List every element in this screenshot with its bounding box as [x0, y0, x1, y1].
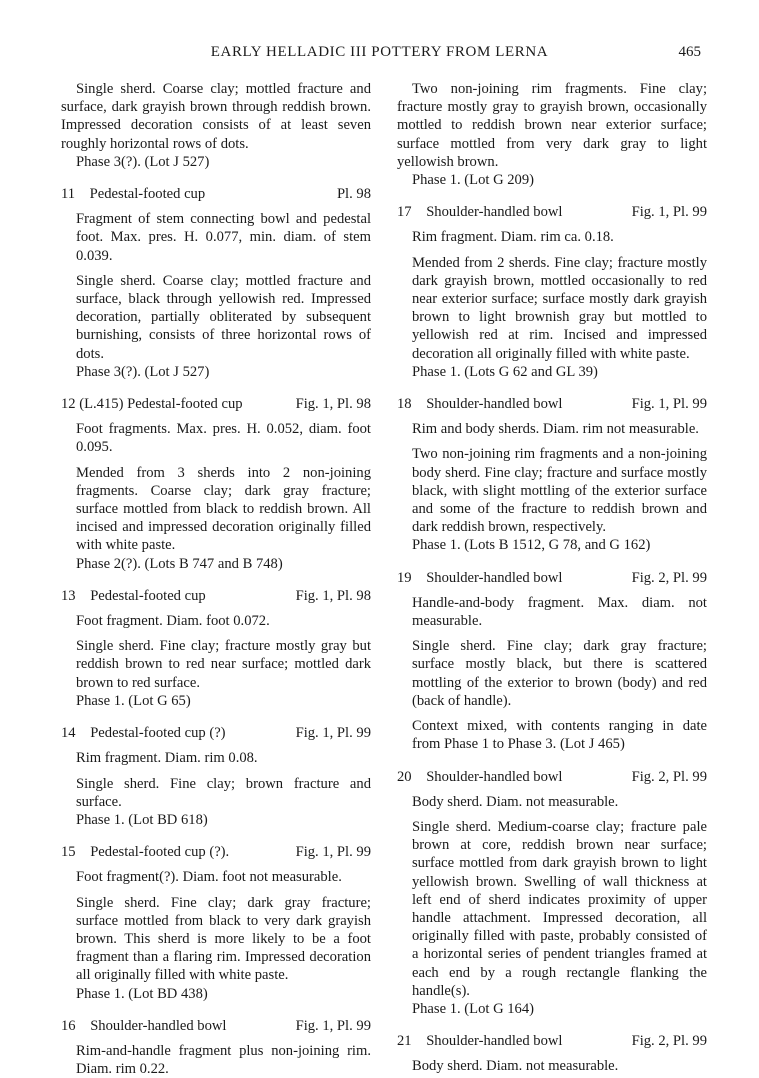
- catalog-entry: [397, 768, 707, 1019]
- entry-heading: [397, 768, 707, 786]
- entry-title: Shoulder-handled bowl: [90, 1017, 227, 1034]
- entry-phase: Phase 1. (Lot G 209): [412, 172, 535, 189]
- entry-description: Single sherd. Fine clay; fracture mostly gray but reddish brown to red near surface; mottled dark brown to red surface.: [76, 638, 371, 691]
- entry-plates: Fig. 1, Pl. 99: [631, 204, 707, 221]
- entry-number: 11: [61, 186, 76, 203]
- entry-title: Shoulder-handled bowl: [426, 768, 563, 785]
- entry-plates: Fig. 2, Pl. 99: [631, 768, 707, 785]
- catalog-entry: [61, 395, 371, 573]
- entry-plates: Fig. 1, Pl. 98: [295, 587, 371, 604]
- entry-phase: Phase 3(?). (Lot J 527): [76, 153, 210, 170]
- entry-number: 13: [61, 587, 76, 604]
- entry-measure: Foot fragments. Max. pres. H. 0.052, diam. foot 0.095.: [76, 421, 371, 456]
- entry-heading: [61, 1017, 371, 1035]
- entry-description: Two non-joining rim fragments and a non-joining body sherd. Fine clay; fracture and surface mostly black, with slight mottling of the exterior surface and some of the fracture to reddish brown and dark reddish brown, respectively.: [412, 446, 707, 536]
- entry-plates: Fig. 1, Pl. 99: [295, 1017, 371, 1034]
- entry-description: Single sherd. Fine clay; dark gray fracture; surface mottled from black to very dark grayish brown. This sherd is more likely to be a foot fragment than a flaring rim. Impressed decoration all originally filled with white paste.: [76, 894, 371, 984]
- entry-plates: Fig. 1, Pl. 99: [295, 844, 371, 861]
- entry-measure: Rim-and-handle fragment plus non-joining rim. Diam. rim 0.22.: [76, 1042, 371, 1078]
- entry-title: Pedestal-footed cup: [90, 587, 206, 604]
- entry-measure: Body sherd. Diam. not measurable.: [412, 793, 619, 810]
- entry-title: Shoulder-handled bowl: [426, 204, 563, 221]
- page-number: 465: [678, 44, 701, 60]
- entry-measure: Foot fragment. Diam. foot 0.072.: [76, 613, 270, 630]
- entry-measure: Rim fragment. Diam. rim 0.08.: [76, 750, 258, 767]
- entry-context: Context mixed, with contents ranging in date from Phase 1 to Phase 3. (Lot J 465): [412, 718, 707, 753]
- entry-title: Shoulder-handled bowl: [426, 396, 563, 413]
- entry-heading: [61, 724, 371, 742]
- entry-measure: Rim and body sherds. Diam. rim not measurable.: [412, 421, 699, 438]
- entry-heading: [61, 185, 371, 203]
- entry-title: Shoulder-handled bowl: [426, 569, 563, 586]
- entry-title: (L.415) Pedestal-footed cup: [79, 396, 243, 413]
- entry-description: Single sherd. Fine clay; dark gray fracture; surface mostly black, but there is scattered mottling of the exterior to brown (body) and red (back of handle).: [412, 638, 707, 709]
- entry-measure: Body sherd. Diam. not measurable.: [412, 1058, 619, 1075]
- entry-heading: [397, 395, 707, 413]
- entry-phase: Phase 2(?). (Lots B 747 and B 748): [76, 555, 283, 572]
- entry-heading: [61, 843, 371, 861]
- entry-number: 20: [397, 768, 412, 785]
- entry-phase: Phase 1. (Lot BD 438): [76, 985, 208, 1002]
- entry-phase: Phase 3(?). (Lot J 527): [76, 363, 210, 380]
- entry-title: Pedestal-footed cup (?).: [90, 844, 230, 861]
- entry-description: Single sherd. Coarse clay; mottled fracture and surface, black through yellowish red. Impressed decoration, partially obliterated by subsequent burnishing, consists of three horizontal rows of dots.: [76, 272, 371, 362]
- entry-description: Single sherd. Fine clay; brown fracture and surface.: [76, 775, 371, 810]
- entry-heading: [397, 569, 707, 587]
- entry-description: Two non-joining rim fragments. Fine clay; fracture mostly gray to grayish brown, occasionally mottled to reddish brown near exterior surface; surface mottled from very dark gray to light yellowish brown.: [397, 81, 707, 170]
- entry-number: 16: [61, 1017, 76, 1034]
- catalog-entry: [397, 203, 707, 381]
- catalog-entry: [61, 1017, 371, 1078]
- entry-plates: Fig. 1, Pl. 98: [295, 396, 371, 413]
- entry-phase: Phase 1. (Lot G 164): [412, 1000, 535, 1017]
- catalog-entry: [397, 569, 707, 754]
- entry-description: Mended from 2 sherds. Fine clay; fracture mostly dark grayish brown, mottled occasionally to red near exterior surface; surface mostly dark grayish brown to light brownish gray but mottled to yellowish red at rim. Incised and impressed decoration all originally filled with white paste.: [412, 254, 707, 362]
- entry-phase: Phase 1. (Lot G 65): [76, 692, 191, 709]
- entry-phase: Phase 1. (Lots G 62 and GL 39): [412, 363, 598, 380]
- entry-plates: Pl. 98: [336, 186, 371, 203]
- entry-description: Mended from 3 sherds into 2 non-joining fragments. Coarse clay; dark gray fracture; surface mottled from black to reddish brown. All incised and impressed decoration originally filled with white paste.: [76, 464, 371, 554]
- entry-heading: [397, 203, 707, 221]
- entry-measure: Rim fragment. Diam. rim ca. 0.18.: [412, 229, 614, 246]
- entry-phase: Phase 1. (Lot BD 618): [76, 811, 208, 828]
- entry-description: Single sherd. Coarse clay; mottled fracture and surface, dark grayish brown through reddish brown. Impressed decoration consists of at least seven roughly horizontal rows of dots.: [61, 81, 371, 152]
- right-column: [397, 80, 707, 1076]
- entry-plates: Fig. 2, Pl. 99: [631, 569, 707, 586]
- entry-description: Single sherd. Medium-coarse clay; fracture pale brown at core, reddish brown near surface; surface mottled from dark grayish brown to light yellowish brown. Swelling of wall thickness at left end of sherd indicates proximity of upper handle attachment. Impressed decoration, all originally filled with paste, probably consisted of a horizontal series of pendent triangles framed at each end by a rough rectangle flanking the handle(s).: [412, 818, 707, 999]
- catalog-entry: [61, 843, 371, 1003]
- entry-number: 15: [61, 844, 76, 861]
- entry-measure: Fragment of stem connecting bowl and pedestal foot. Max. pres. H. 0.077, min. diam. of stem 0.039.: [76, 211, 371, 264]
- entry-phase: Phase 1. (Lots B 1512, G 78, and G 162): [412, 537, 651, 554]
- entry-measure: Handle-and-body fragment. Max. diam. not measurable.: [412, 594, 707, 630]
- entry-plates: Fig. 2, Pl. 99: [631, 1033, 707, 1050]
- catalog-entry: [61, 724, 371, 829]
- catalog-entry: [397, 1032, 707, 1075]
- entry-number: 18: [397, 396, 412, 413]
- entry-heading: [397, 1032, 707, 1050]
- catalog-entry: [61, 185, 371, 381]
- running-title: EARLY HELLADIC III POTTERY FROM LERNA: [210, 44, 549, 60]
- entry-number: 17: [397, 204, 412, 221]
- entry-plates: Fig. 1, Pl. 99: [631, 396, 707, 413]
- catalog-entry: [61, 587, 371, 710]
- entry-heading: [61, 395, 371, 413]
- entry-number: 14: [61, 725, 76, 742]
- catalog-entry: [397, 395, 707, 555]
- left-column: [61, 80, 371, 1078]
- entry-plates: Fig. 1, Pl. 99: [295, 725, 371, 742]
- page-header: [0, 44, 759, 64]
- entry-number: 19: [397, 569, 412, 586]
- entry-number: 12: [61, 396, 76, 413]
- entry-title: Shoulder-handled bowl: [426, 1033, 563, 1050]
- entry-number: 21: [397, 1033, 412, 1050]
- entry-measure: Foot fragment(?). Diam. foot not measurable.: [76, 869, 342, 886]
- entry-heading: [61, 587, 371, 605]
- entry-title: Pedestal-footed cup (?): [90, 725, 226, 742]
- entry-title: Pedestal-footed cup: [89, 186, 206, 203]
